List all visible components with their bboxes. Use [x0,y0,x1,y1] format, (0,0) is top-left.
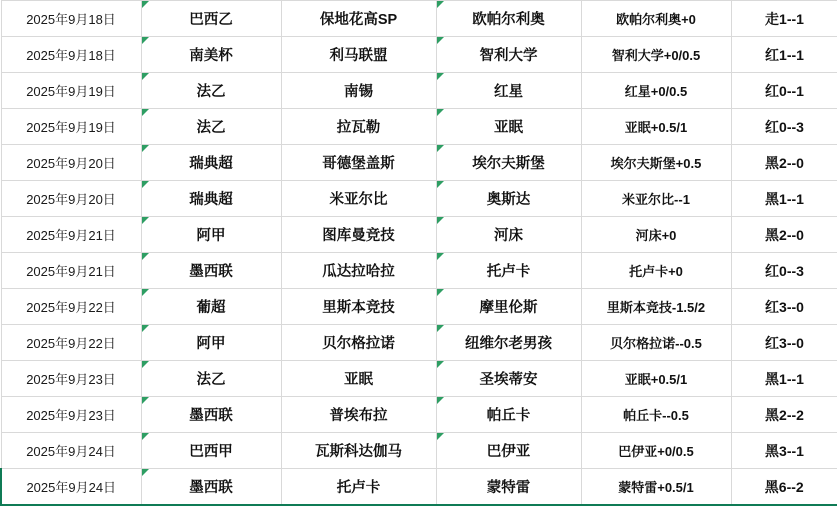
cell-handicap[interactable]: 亚眠+0.5/1 [581,361,731,397]
cell-result[interactable]: 红0--1 [731,73,837,109]
cell-result[interactable]: 黑2--0 [731,217,837,253]
cell-handicap[interactable]: 米亚尔比--1 [581,181,731,217]
table-row[interactable] [1,73,837,109]
table-row[interactable] [1,325,837,361]
cell-home-team[interactable]: 南锡 [281,73,436,109]
cell-result[interactable]: 黑1--1 [731,361,837,397]
cell-result[interactable]: 红0--3 [731,253,837,289]
table-row[interactable] [1,217,837,253]
cell-away-team[interactable]: 巴伊亚 [436,433,581,469]
cell-result[interactable]: 黑3--1 [731,433,837,469]
cell-date[interactable]: 2025年9月22日 [1,289,141,325]
cell-handicap[interactable]: 里斯本竞技-1.5/2 [581,289,731,325]
cell-date[interactable]: 2025年9月21日 [1,253,141,289]
cell-result[interactable]: 走1--1 [731,1,837,37]
cell-away-team[interactable]: 亚眠 [436,109,581,145]
cell-date[interactable]: 2025年9月20日 [1,145,141,181]
cell-result[interactable]: 黑1--1 [731,181,837,217]
cell-league[interactable]: 巴西乙 [141,1,281,37]
cell-result[interactable]: 黑6--2 [731,469,837,506]
cell-away-team[interactable]: 红星 [436,73,581,109]
cell-home-team[interactable]: 图库曼竞技 [281,217,436,253]
table-row[interactable] [1,145,837,181]
cell-home-team[interactable]: 瓦斯科达伽马 [281,433,436,469]
cell-away-team[interactable]: 托卢卡 [436,253,581,289]
cell-handicap[interactable]: 红星+0/0.5 [581,73,731,109]
cell-league[interactable]: 葡超 [141,289,281,325]
cell-away-team[interactable]: 欧帕尔利奥 [436,1,581,37]
cell-league[interactable]: 阿甲 [141,217,281,253]
cell-home-team[interactable]: 贝尔格拉诺 [281,325,436,361]
cell-handicap[interactable]: 河床+0 [581,217,731,253]
cell-date[interactable]: 2025年9月19日 [1,109,141,145]
cell-handicap[interactable]: 托卢卡+0 [581,253,731,289]
cell-league[interactable]: 墨西联 [141,253,281,289]
cell-handicap[interactable]: 亚眠+0.5/1 [581,109,731,145]
table-body [1,1,837,506]
cell-league[interactable]: 法乙 [141,361,281,397]
cell-away-team[interactable]: 摩里伦斯 [436,289,581,325]
cell-result[interactable]: 红0--3 [731,109,837,145]
cell-away-team[interactable]: 帕丘卡 [436,397,581,433]
cell-away-team[interactable]: 埃尔夫斯堡 [436,145,581,181]
cell-date[interactable]: 2025年9月23日 [1,361,141,397]
cell-league[interactable]: 墨西联 [141,469,281,506]
table-row[interactable] [1,361,837,397]
cell-result[interactable]: 红3--0 [731,325,837,361]
table-row[interactable] [1,109,837,145]
cell-away-team[interactable]: 河床 [436,217,581,253]
cell-home-team[interactable]: 普埃布拉 [281,397,436,433]
cell-home-team[interactable]: 拉瓦勒 [281,109,436,145]
cell-date[interactable]: 2025年9月18日 [1,1,141,37]
table-row[interactable] [1,397,837,433]
cell-date[interactable]: 2025年9月23日 [1,397,141,433]
cell-home-team[interactable]: 保地花高SP [281,1,436,37]
cell-league[interactable]: 瑞典超 [141,181,281,217]
cell-date[interactable]: 2025年9月18日 [1,37,141,73]
cell-handicap[interactable]: 埃尔夫斯堡+0.5 [581,145,731,181]
cell-home-team[interactable]: 里斯本竞技 [281,289,436,325]
cell-result[interactable]: 红3--0 [731,289,837,325]
cell-result[interactable]: 黑2--2 [731,397,837,433]
table-row[interactable] [1,1,837,37]
cell-league[interactable]: 墨西联 [141,397,281,433]
cell-handicap[interactable]: 贝尔格拉诺--0.5 [581,325,731,361]
table-row[interactable] [1,37,837,73]
table-row[interactable] [1,433,837,469]
cell-away-team[interactable]: 圣埃蒂安 [436,361,581,397]
table-row[interactable] [1,253,837,289]
table-row[interactable] [1,181,837,217]
cell-league[interactable]: 巴西甲 [141,433,281,469]
cell-league[interactable]: 南美杯 [141,37,281,73]
cell-away-team[interactable]: 纽维尔老男孩 [436,325,581,361]
cell-home-team[interactable]: 托卢卡 [281,469,436,506]
cell-date[interactable]: 2025年9月19日 [1,73,141,109]
cell-date[interactable]: 2025年9月22日 [1,325,141,361]
cell-away-team[interactable]: 奥斯达 [436,181,581,217]
cell-handicap[interactable]: 蒙特雷+0.5/1 [581,469,731,506]
cell-result[interactable]: 黑2--0 [731,145,837,181]
cell-date[interactable]: 2025年9月24日 [1,469,141,506]
cell-away-team[interactable]: 智利大学 [436,37,581,73]
cell-handicap[interactable]: 巴伊亚+0/0.5 [581,433,731,469]
cell-away-team[interactable]: 蒙特雷 [436,469,581,506]
cell-league[interactable]: 瑞典超 [141,145,281,181]
table-row[interactable] [1,469,837,506]
cell-home-team[interactable]: 利马联盟 [281,37,436,73]
cell-league[interactable]: 法乙 [141,109,281,145]
cell-handicap[interactable]: 欧帕尔利奥+0 [581,1,731,37]
cell-date[interactable]: 2025年9月21日 [1,217,141,253]
cell-handicap[interactable]: 智利大学+0/0.5 [581,37,731,73]
cell-home-team[interactable]: 瓜达拉哈拉 [281,253,436,289]
cell-home-team[interactable]: 亚眠 [281,361,436,397]
cell-league[interactable]: 阿甲 [141,325,281,361]
cell-date[interactable]: 2025年9月20日 [1,181,141,217]
cell-home-team[interactable]: 哥德堡盖斯 [281,145,436,181]
cell-league[interactable]: 法乙 [141,73,281,109]
cell-date[interactable]: 2025年9月24日 [1,433,141,469]
cell-handicap[interactable]: 帕丘卡--0.5 [581,397,731,433]
table-row[interactable] [1,289,837,325]
cell-result[interactable]: 红1--1 [731,37,837,73]
cell-home-team[interactable]: 米亚尔比 [281,181,436,217]
